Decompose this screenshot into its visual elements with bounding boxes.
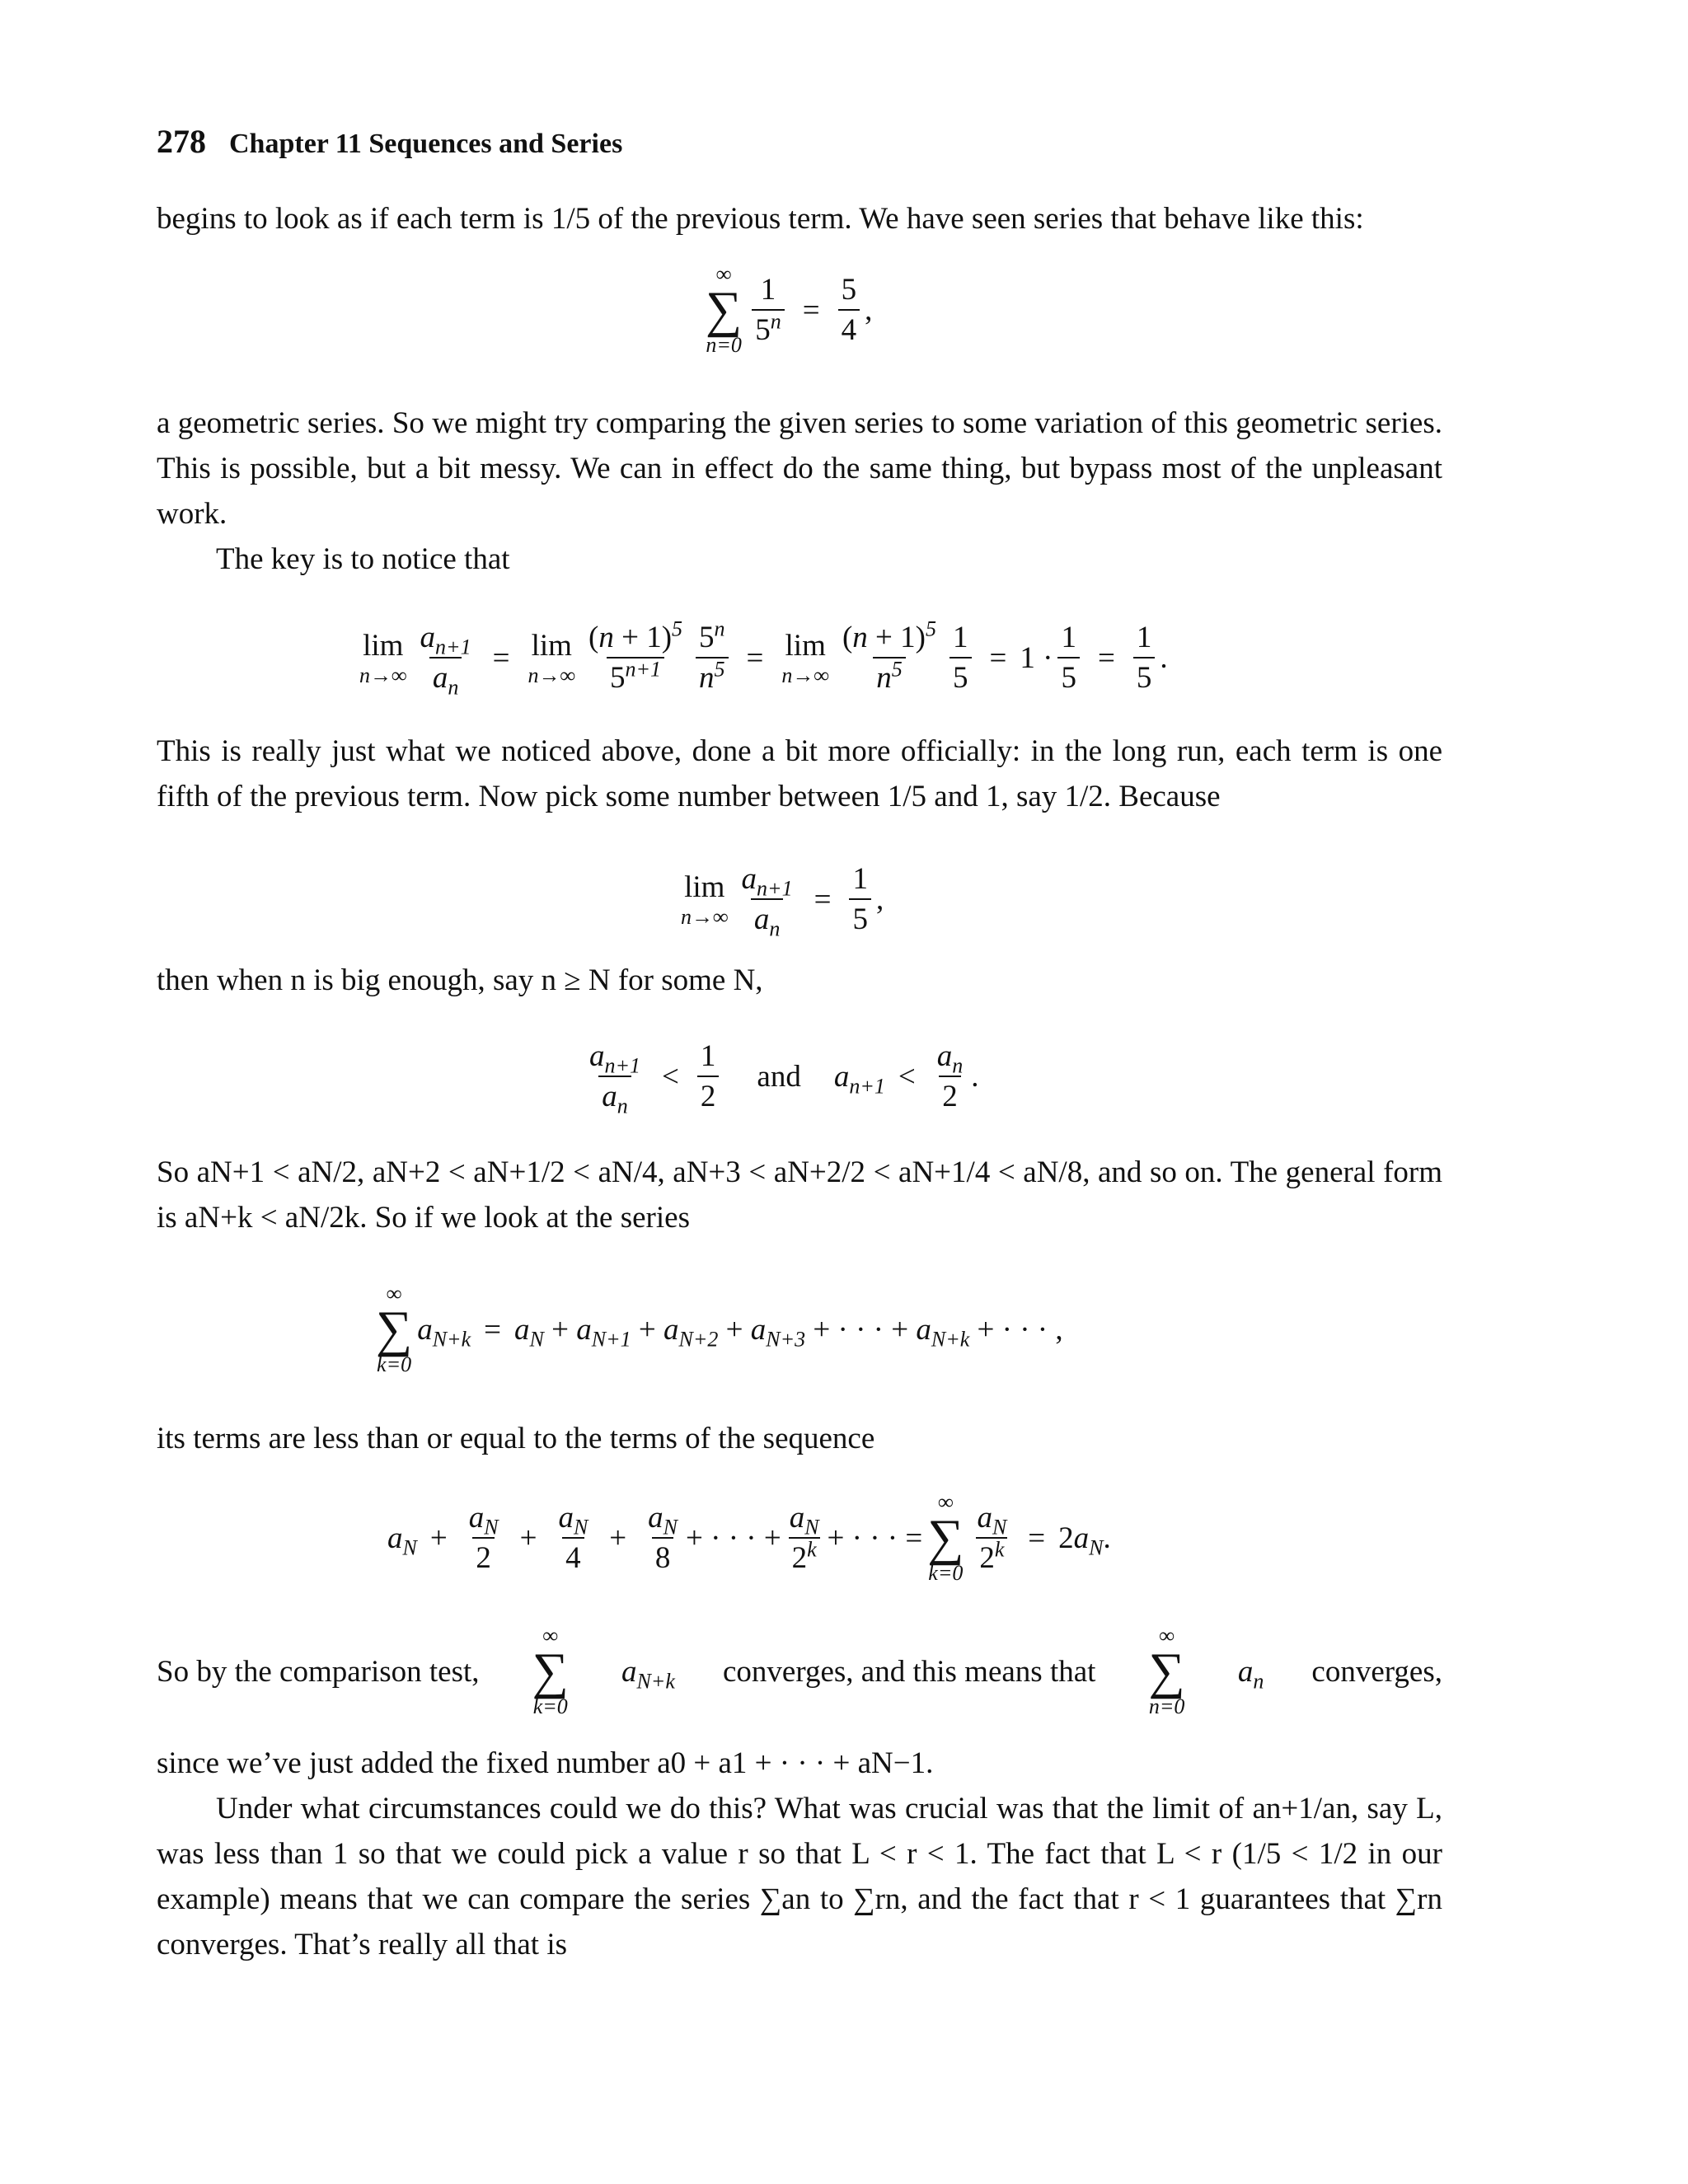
equation-half-bound: $\frac{a_{n+1}}{a_n}$ < $\frac{1}{2}$ and $a_{n+1}$ < $\frac{a_n}{2}$ .: [589, 1039, 979, 1118]
paragraph-9: since we’ve just added the fixed number a0 + a1 + · · · + aN−1.: [157, 1746, 934, 1780]
equation-tail-series: ∞ ∑ k=0 $a_{N+k}$ = $a_N + a_{N+1} + a_{N+2} + a_{N+3}$ + · · · + $a_{N+k}$ + · · · ,: [376, 1282, 1063, 1376]
comparison-test-line: So by the comparison test, ∞ ∑ k=0 $a_{N+k}$ converges, and this means that ∞ ∑ n=0 $a_n$ converges,: [157, 1624, 1442, 1718]
page-number: 278: [157, 123, 206, 160]
paragraph-1: begins to look as if each term is 1/5 of the previous term. We have seen series that behave like this:: [157, 202, 1364, 236]
equation-geometric-bound: $a_N$ + $\frac{a_N}{2}$ + $\frac{a_N}{4}$ + $\frac{a_N}{8}$ + · · · + $\frac{a_N}{2^k}$ + · · · = ∞ ∑ k=0 $\frac{a_N}{2^k}$ = $2a_N$.: [387, 1490, 1111, 1585]
paragraph-4: This is really just what we noticed above, done a bit more officially: in the long run, each term is one fifth of the previous term. Now pick some number between 1/5 and 1, say 1/2. Because: [157, 734, 1442, 813]
paragraph-5: then when n is big enough, say n ≥ N for some N,: [157, 963, 763, 997]
paragraph-3: The key is to notice that: [216, 542, 510, 576]
paragraph-7: its terms are less than or equal to the terms of the sequence: [157, 1422, 875, 1455]
equation-geometric-series: ∞ ∑ n=0 $\frac{1}{5^n}$ = $\frac{5}{4}$ ,: [706, 262, 873, 357]
chapter-title: Chapter 11 Sequences and Series: [229, 129, 623, 159]
paragraph-6: So aN+1 < aN/2, aN+2 < aN+1/2 < aN/4, aN+3 < aN+2/2 < aN+1/4 < aN/8, and so on. The general form is aN+k < aN/2k. So if we look at the series: [157, 1155, 1442, 1235]
equation-limit-one-fifth: lim n→∞ $\frac{a_{n+1}}{a_n}$ = $\frac{1}{5}$ ,: [681, 862, 884, 941]
equation-ratio-limit: lim n→∞ $\frac{a_{n+1}}{a_n}$ = lim n→∞ $\frac{(n + 1)^5}{5^{n+1}}$ $\frac{5^n}{n^5}$ = lim n→∞ $\frac{(n + 1)^5}{n^5}$ $\frac{1}{5}$ = 1 · $\frac{1}{5}$ = $\frac{1}{5}$ .: [359, 616, 1168, 700]
paragraph-10: Under what circumstances could we do this? What was crucial was that the limit of an+1/an, say L, was less than 1 so that we could pick a value r so that L < r < 1. The fact that L < r (1/5 < 1/2 in our example) means that we can compare the series ∑an to ∑rn, and the fact that r < 1 guarantees that ∑rn converges. That’s really all that is: [157, 1792, 1442, 1961]
page-header: [157, 122, 622, 161]
paragraph-2: a geometric series. So we might try comparing the given series to some variation of this geometric series. This is possible, but a bit messy. We can in effect do the same thing, but bypass most of the unpleasant work.: [157, 406, 1442, 531]
